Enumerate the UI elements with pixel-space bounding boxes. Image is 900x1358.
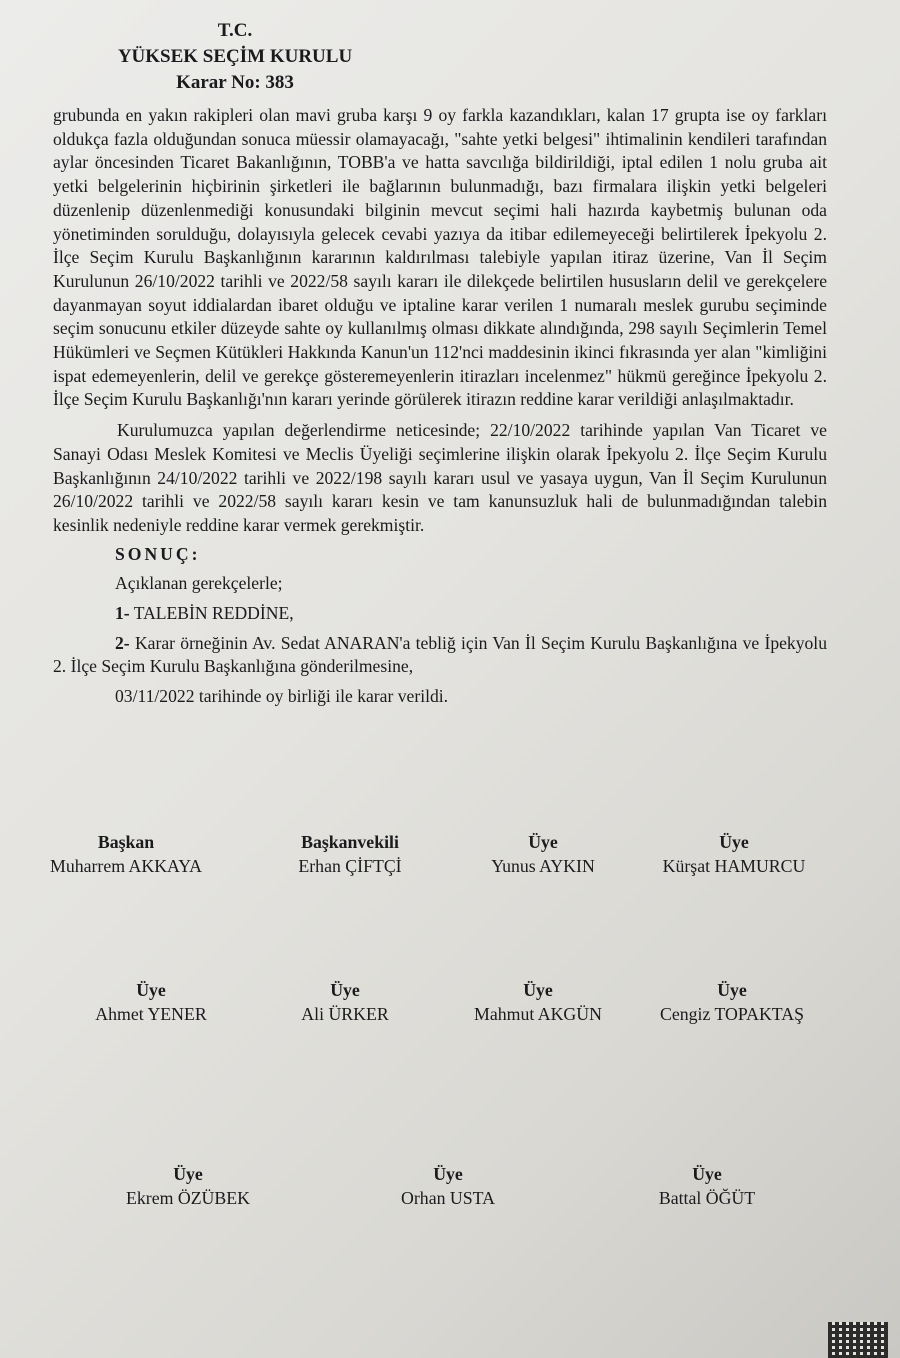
signature-role: Üye <box>719 832 749 852</box>
signature-block <box>250 830 450 878</box>
document-body <box>53 104 827 709</box>
signature-name: Erhan ÇİFTÇİ <box>298 856 402 876</box>
item-2-text: Karar örneğinin Av. Sedat ANARAN'a tebliğ için Van İl Seçim Kurulu Başkanlığına ve İpekyolu 2. İlçe Seçim Kurulu Başkanlığına gönderilmesine, <box>53 632 827 677</box>
signature-block <box>607 1162 807 1210</box>
signature-name: Cengiz TOPAKTAŞ <box>660 1004 804 1024</box>
paragraph-2: Kurulumuzca yapılan değerlendirme neticesinde; 22/10/2022 tarihinde yapılan Van Ticaret ve Sanayi Odası Meslek Komitesi ve Meclis Üyeliği seçimlerine ilişkin olarak İpekyolu 2. İlçe Seçim Kurulu Başkanlığının 24/10/2022 tarihli ve 2022/198 sayılı kararı usul ve yasaya uygun, Van İl Seçim Kurulunun 26/10/2022 tarihli ve 2022/58 sayılı kararı kesin ve tam kanunsuzluk hali de bulunmadığından talebin kesinlik nedeniyle reddine karar vermek gerekmiştir. <box>53 420 827 535</box>
signature-role: Üye <box>433 1164 463 1184</box>
signature-role: Başkan <box>97 832 155 852</box>
paragraph-1: grubunda en yakın rakipleri olan mavi gruba karşı 9 oy farkla kazandıkları, kalan 17 grupta ise oy farkları oldukça fazla olduğundan sonuca müessir olamayacağı, "sahte yetki belgesi" ihtimalinin kendileri tarafından aylar öncesinden Ticaret Bakanlığının, TOBB'a ve hatta savcılığa bildirildiği, iptal edilen 1 nolu gruba ait yetki belgelerinin hiçbirinin şirketleri ile bağlarının bulunmadığı, bazı firmalara ilişkin yetki belgeleri düzenlenip düzenlenmediği konusundaki bilginin mevcut seçimi hali hazırda kaybetmiş bulunan oda yönetiminden sorulduğu, dolayısıyla gelecek cevabi yazıya da itibar edilemeyeceği belirtilerek İpekyolu 2. İlçe Seçim Kurulu Başkanlığının kararının kaldırılması talebiyle yapılan itiraz üzerine, Van İl Seçim Kurulunun 26/10/2022 tarihli ve 2022/58 sayılı kararı ile dilekçede belirtilen hususların delil ve gerekçelere dayanmayan soyut iddialardan ibaret olduğu ve iptaline karar verilen 1 numaralı meslek gurubu seçiminde seçim sonucunu etkiler düzeyde sahte oy kullanılmış olması dikkate alındığında, 298 sayılı Seçimlerin Temel Hükümleri ve Seçmen Kütükleri Hakkında Kanun'un 112'nci maddesinin ikinci fıkrasında yer alan "kimliğini ispat edemeyenlerin, delil ve gerekçe gösteremeyenlerin itirazları incelenmez" hükmü gereğince İpekyolu 2. İlçe Seçim Kurulu Başkanlığı'nın kararı yerinde görülerek itirazın reddine karar verildiği anlaşılmaktadır. <box>53 105 827 410</box>
signature-block <box>348 1162 548 1210</box>
signature-role: Üye <box>173 1164 203 1184</box>
signature-name: Battal ÖĞÜT <box>658 1188 756 1208</box>
signature-role: Üye <box>692 1164 722 1184</box>
item-1-text: TALEBİN REDDİNE, <box>133 603 294 624</box>
signature-role: Üye <box>717 980 747 1000</box>
signature-name: Ali ÜRKER <box>301 1004 389 1024</box>
signature-role: Üye <box>523 980 553 1000</box>
signature-block <box>634 830 834 878</box>
signature-block <box>438 978 638 1026</box>
signature-role: Başkanvekili <box>301 832 399 852</box>
signature-block <box>443 830 643 878</box>
signature-name: Ahmet YENER <box>95 1004 207 1024</box>
signature-name: Kürşat HAMURCU <box>662 856 806 876</box>
signature-block <box>632 978 832 1026</box>
signature-name: Orhan USTA <box>401 1188 495 1208</box>
signature-role: Üye <box>528 832 558 852</box>
item-1-number: 1- <box>115 603 130 624</box>
header-tc: T.C. <box>217 20 253 41</box>
signature-name: Yunus AYKIN <box>491 856 595 876</box>
signature-role: Üye <box>330 980 360 1000</box>
item-2-number: 2- <box>115 632 130 653</box>
signature-name: Mahmut AKGÜN <box>474 1004 602 1024</box>
signature-name: Muharrem AKKAYA <box>50 856 202 876</box>
signature-block <box>51 978 251 1026</box>
signature-name: Ekrem ÖZÜBEK <box>126 1188 250 1208</box>
decision-item-2 <box>53 632 827 679</box>
signature-role: Üye <box>136 980 166 1000</box>
sonuc-intro: Açıklanan gerekçelerle; <box>115 573 283 594</box>
header-decision-number: Karar No: 383 <box>176 72 294 93</box>
header-institution: YÜKSEK SEÇİM KURULU <box>117 46 353 67</box>
signature-block <box>245 978 445 1026</box>
qr-code-icon <box>828 1322 888 1358</box>
sonuc-heading: SONUÇ: <box>115 543 201 564</box>
decision-date: 03/11/2022 tarihinde oy birliği ile karar verildi. <box>115 686 449 707</box>
decision-item-1 <box>53 602 827 626</box>
signature-block <box>88 1162 288 1210</box>
signature-block <box>26 830 226 878</box>
